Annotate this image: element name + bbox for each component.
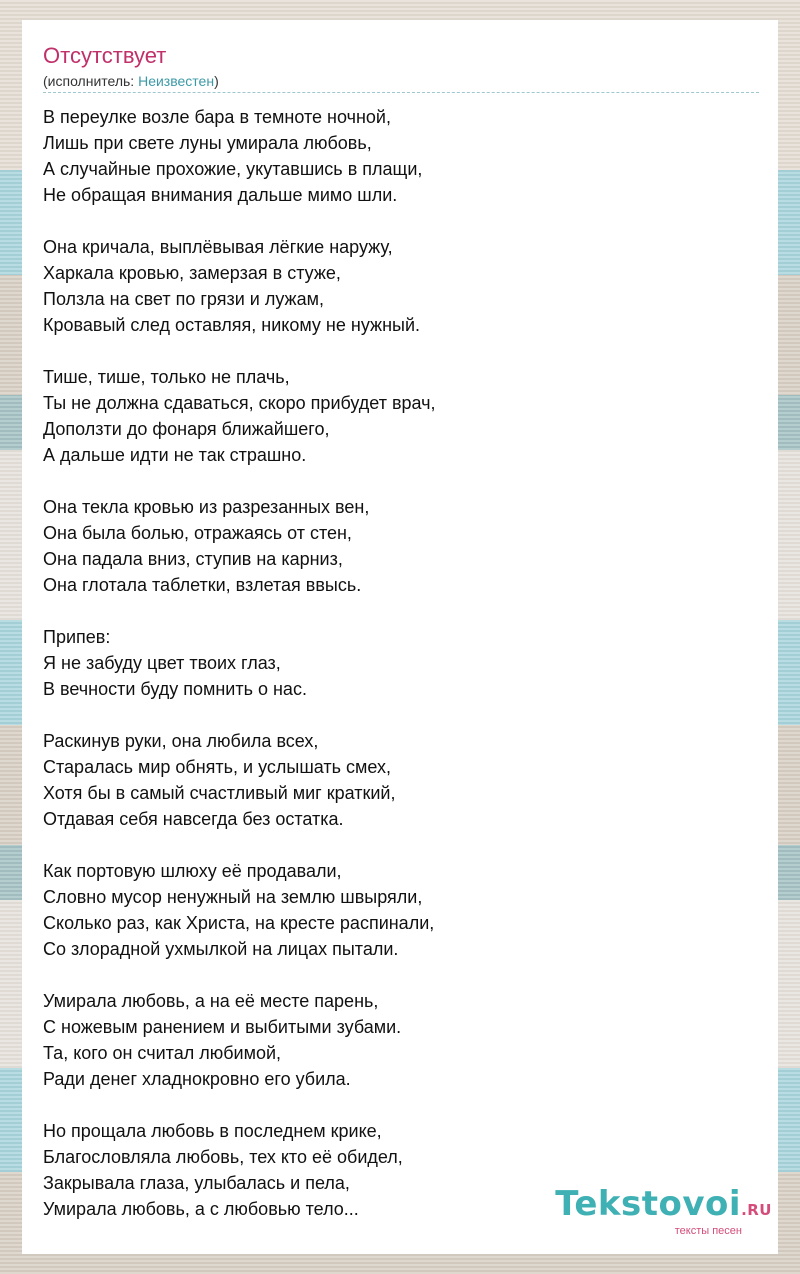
- lyric-line: Ползла на свет по грязи и лужам,: [43, 289, 324, 309]
- lyric-line: Ради денег хладнокровно его убила.: [43, 1069, 351, 1089]
- lyric-line: Ты не должна сдаваться, скоро прибудет врач,: [43, 393, 436, 413]
- lyric-line: Тише, тише, только не плачь,: [43, 367, 290, 387]
- artist-line: [43, 73, 219, 89]
- stanza-gap: [43, 598, 759, 624]
- lyric-line: Она текла кровью из разрезанных вен,: [43, 497, 370, 517]
- site-logo[interactable]: [555, 1184, 772, 1237]
- lyric-line: Харкала кровью, замерзая в стуже,: [43, 263, 341, 283]
- lyric-line: Хотя бы в самый счастливый миг краткий,: [43, 783, 396, 803]
- logo-tld: .RU: [741, 1201, 772, 1219]
- lyric-line: Закрывала глаза, улыбалась и пела,: [43, 1173, 350, 1193]
- lyric-line: Как портовую шлюху её продавали,: [43, 861, 342, 881]
- lyric-line: Припев:: [43, 627, 111, 647]
- lyric-line: Она была болью, отражаясь от стен,: [43, 523, 352, 543]
- lyric-line: В вечности буду помнить о нас.: [43, 679, 307, 699]
- lyric-line: Та, кого он считал любимой,: [43, 1043, 282, 1063]
- lyric-line: Кровавый след оставляя, никому не нужный.: [43, 315, 420, 335]
- lyric-line: Но прощала любовь в последнем крике,: [43, 1121, 382, 1141]
- artist-suffix: ): [214, 73, 219, 89]
- logo-name: Tekstovoi: [555, 1184, 742, 1224]
- lyric-line: А дальше идти не так страшно.: [43, 445, 307, 465]
- lyric-line: Благословляла любовь, тех кто её обидел,: [43, 1147, 403, 1167]
- lyric-line: Сколько раз, как Христа, на кресте распинали,: [43, 913, 435, 933]
- lyric-line: Она падала вниз, ступив на карниз,: [43, 549, 343, 569]
- logo-tagline: тексты песен: [674, 1225, 742, 1237]
- lyric-line: Лишь при свете луны умирала любовь,: [43, 133, 372, 153]
- lyric-line: Старалась мир обнять, и услышать смех,: [43, 757, 392, 777]
- lyric-line: В переулке возле бара в темноте ночной,: [43, 107, 391, 127]
- stanza-gap: [43, 468, 759, 494]
- stanza-gap: [43, 208, 759, 234]
- logo-wordmark: [555, 1184, 772, 1227]
- song-title: Отсутствует: [43, 43, 167, 68]
- lyric-line: Я не забуду цвет твоих глаз,: [43, 653, 281, 673]
- title-divider: [43, 92, 759, 93]
- lyric-line: Она глотала таблетки, взлетая ввысь.: [43, 575, 362, 595]
- lyrics-card: [22, 20, 778, 1254]
- artist-link[interactable]: Неизвестен: [138, 73, 215, 89]
- stanza-gap: [43, 338, 759, 364]
- lyric-line: Она кричала, выплёвывая лёгкие наружу,: [43, 237, 393, 257]
- lyrics-text: [43, 104, 759, 1222]
- lyric-line: Доползти до фонаря ближайшего,: [43, 419, 330, 439]
- stanza-gap: [43, 832, 759, 858]
- stanza-gap: [43, 702, 759, 728]
- stanza-gap: [43, 962, 759, 988]
- lyric-line: Раскинув руки, она любила всех,: [43, 731, 319, 751]
- lyric-line: Не обращая внимания дальше мимо шли.: [43, 185, 398, 205]
- artist-prefix: (исполнитель:: [43, 73, 139, 89]
- stanza-gap: [43, 1092, 759, 1118]
- lyric-line: Отдавая себя навсегда без остатка.: [43, 809, 344, 829]
- lyric-line: Словно мусор ненужный на землю швыряли,: [43, 887, 423, 907]
- lyric-line: Умирала любовь, а с любовью тело...: [43, 1199, 359, 1219]
- lyric-line: Со злорадной ухмылкой на лицах пытали.: [43, 939, 399, 959]
- lyric-line: Умирала любовь, а на её месте парень,: [43, 991, 379, 1011]
- lyric-line: А случайные прохожие, укутавшись в плащи,: [43, 159, 423, 179]
- lyric-line: С ножевым ранением и выбитыми зубами.: [43, 1017, 402, 1037]
